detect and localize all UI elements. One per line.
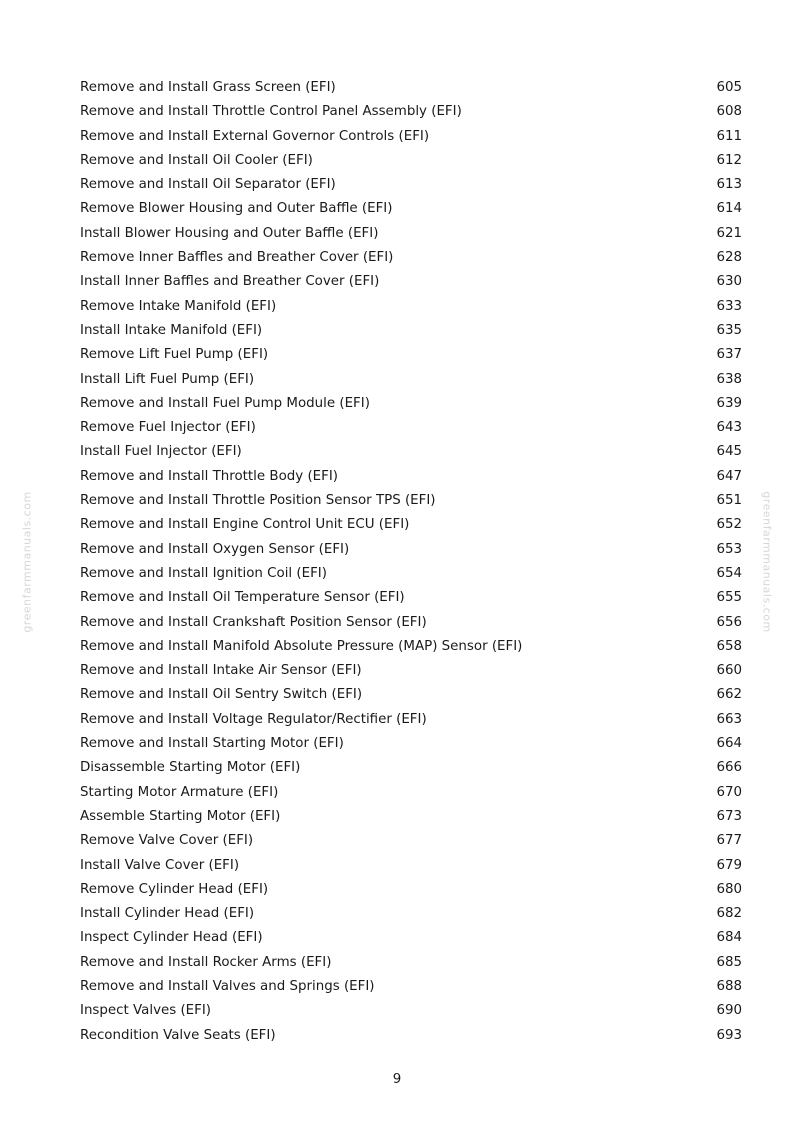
toc-entry-page: 639 xyxy=(716,395,742,411)
toc-entry[interactable] xyxy=(80,489,742,513)
toc-entry[interactable] xyxy=(80,538,742,562)
toc-entry-page: 635 xyxy=(716,322,742,338)
toc-entry[interactable] xyxy=(80,708,742,732)
toc-entry-page: 613 xyxy=(716,177,742,193)
toc-entry-page: 664 xyxy=(716,736,742,752)
toc-entry-page: 693 xyxy=(716,1027,742,1043)
toc-entry-page: 608 xyxy=(716,104,742,120)
toc-entry[interactable] xyxy=(80,465,742,489)
toc-entry-page: 611 xyxy=(716,128,742,144)
toc-entry[interactable] xyxy=(80,513,742,537)
toc-entry-page: 666 xyxy=(716,760,742,776)
toc-entry-title: Remove and Install Crankshaft Position Sensor (EFI) xyxy=(80,614,427,630)
toc-entry-title: Remove and Install Voltage Regulator/Rectifier (EFI) xyxy=(80,711,427,727)
toc-entry-title: Install Lift Fuel Pump (EFI) xyxy=(80,371,255,387)
toc-entry-page: 614 xyxy=(716,201,742,217)
toc-entry-title: Disassemble Starting Motor (EFI) xyxy=(80,760,301,776)
toc-entry[interactable] xyxy=(80,149,742,173)
toc-entry[interactable] xyxy=(80,173,742,197)
toc-entry[interactable] xyxy=(80,756,742,780)
toc-entry-page: 605 xyxy=(716,80,742,95)
toc-entry-page: 652 xyxy=(716,517,742,533)
toc-entry-title: Install Intake Manifold (EFI) xyxy=(80,322,263,338)
toc-entry[interactable] xyxy=(80,999,742,1023)
toc-entry[interactable] xyxy=(80,878,742,902)
toc-entry-title: Remove and Install Oil Temperature Sensor (EFI) xyxy=(80,590,405,606)
toc-entry[interactable] xyxy=(80,805,742,829)
toc-entry[interactable] xyxy=(80,611,742,635)
toc-entry-title: Install Blower Housing and Outer Baffle (EFI) xyxy=(80,225,379,241)
toc-entry-title: Install Inner Baffles and Breather Cover (EFI) xyxy=(80,274,380,290)
toc-entry-title: Remove Inner Baffles and Breather Cover (EFI) xyxy=(80,250,394,266)
toc-entry[interactable] xyxy=(80,76,742,100)
toc-entry[interactable] xyxy=(80,100,742,124)
table-of-contents xyxy=(80,76,742,1048)
toc-entry[interactable] xyxy=(80,902,742,926)
toc-entry-title: Remove and Install Rocker Arms (EFI) xyxy=(80,954,332,970)
toc-entry-page: 677 xyxy=(716,833,742,849)
toc-entry-page: 630 xyxy=(716,274,742,290)
toc-entry-page: 660 xyxy=(716,663,742,679)
toc-entry-title: Install Cylinder Head (EFI) xyxy=(80,906,255,922)
toc-entry-title: Remove and Install Oil Separator (EFI) xyxy=(80,177,336,193)
toc-entry[interactable] xyxy=(80,829,742,853)
toc-entry-title: Remove and Install Fuel Pump Module (EFI) xyxy=(80,395,370,411)
toc-entry[interactable] xyxy=(80,368,742,392)
toc-entry[interactable] xyxy=(80,975,742,999)
toc-entry-title: Remove and Install Valves and Springs (EFI) xyxy=(80,978,375,994)
toc-entry-title: Remove and Install Throttle Position Sensor TPS (EFI) xyxy=(80,493,436,509)
toc-entry[interactable] xyxy=(80,635,742,659)
toc-entry[interactable] xyxy=(80,343,742,367)
toc-entry-title: Remove Cylinder Head (EFI) xyxy=(80,881,269,897)
toc-entry-page: 688 xyxy=(716,978,742,994)
toc-entry-page: 679 xyxy=(716,857,742,873)
toc-entry[interactable] xyxy=(80,781,742,805)
toc-entry-title: Remove and Install Ignition Coil (EFI) xyxy=(80,565,327,581)
toc-entry[interactable] xyxy=(80,440,742,464)
watermark-right: greenfarmmanuals.com xyxy=(760,491,774,633)
toc-entry-page: 658 xyxy=(716,638,742,654)
toc-entry-title: Remove Intake Manifold (EFI) xyxy=(80,298,277,314)
toc-entry[interactable] xyxy=(80,683,742,707)
toc-entry-page: 637 xyxy=(716,347,742,363)
toc-entry-title: Remove and Install Engine Control Unit ECU (EFI) xyxy=(80,517,410,533)
toc-entry[interactable] xyxy=(80,659,742,683)
toc-entry[interactable] xyxy=(80,270,742,294)
toc-entry-page: 653 xyxy=(716,541,742,557)
toc-entry-page: 655 xyxy=(716,590,742,606)
toc-entry-title: Remove and Install Oil Cooler (EFI) xyxy=(80,152,313,168)
toc-entry-title: Inspect Cylinder Head (EFI) xyxy=(80,930,263,946)
toc-entry-title: Remove and Install Intake Air Sensor (EFI) xyxy=(80,663,362,679)
toc-entry-page: 651 xyxy=(716,493,742,509)
toc-entry[interactable] xyxy=(80,562,742,586)
toc-entry-page: 690 xyxy=(716,1003,742,1019)
toc-entry-title: Remove Blower Housing and Outer Baffle (EFI) xyxy=(80,201,393,217)
toc-entry-page: 685 xyxy=(716,954,742,970)
toc-entry-page: 680 xyxy=(716,881,742,897)
toc-entry-page: 612 xyxy=(716,152,742,168)
toc-entry-page: 684 xyxy=(716,930,742,946)
toc-entry-page: 643 xyxy=(716,420,742,436)
toc-entry-title: Remove Fuel Injector (EFI) xyxy=(80,420,256,436)
toc-entry[interactable] xyxy=(80,732,742,756)
toc-entry[interactable] xyxy=(80,1024,742,1048)
toc-entry-title: Remove and Install External Governor Controls (EFI) xyxy=(80,128,430,144)
toc-entry[interactable] xyxy=(80,586,742,610)
toc-entry-page: 628 xyxy=(716,250,742,266)
toc-entry-title: Install Fuel Injector (EFI) xyxy=(80,444,242,460)
toc-entry-page: 663 xyxy=(716,711,742,727)
toc-entry-page: 682 xyxy=(716,906,742,922)
toc-entry-title: Inspect Valves (EFI) xyxy=(80,1003,212,1019)
toc-entry-title: Install Valve Cover (EFI) xyxy=(80,857,240,873)
toc-entry[interactable] xyxy=(80,246,742,270)
toc-entry-page: 654 xyxy=(716,565,742,581)
toc-entry[interactable] xyxy=(80,416,742,440)
toc-entry[interactable] xyxy=(80,222,742,246)
toc-entry[interactable] xyxy=(80,197,742,221)
toc-entry-title: Assemble Starting Motor (EFI) xyxy=(80,808,281,824)
toc-entry-page: 662 xyxy=(716,687,742,703)
toc-entry-page: 621 xyxy=(716,225,742,241)
page-number: 9 xyxy=(392,1072,402,1087)
toc-entry[interactable] xyxy=(80,392,742,416)
toc-entry-title: Remove and Install Throttle Control Panel Assembly (EFI) xyxy=(80,104,462,120)
toc-entry-title: Remove Valve Cover (EFI) xyxy=(80,833,254,849)
toc-entry-title: Remove and Install Oil Sentry Switch (EFI) xyxy=(80,687,363,703)
toc-entry-title: Remove and Install Throttle Body (EFI) xyxy=(80,468,339,484)
toc-entry[interactable] xyxy=(80,295,742,319)
toc-entry[interactable] xyxy=(80,125,742,149)
toc-entry-page: 670 xyxy=(716,784,742,800)
toc-entry-title: Recondition Valve Seats (EFI) xyxy=(80,1027,276,1043)
watermark-left: greenfarmmanuals.com xyxy=(20,491,34,633)
toc-entry-title: Starting Motor Armature (EFI) xyxy=(80,784,279,800)
toc-entry-page: 673 xyxy=(716,808,742,824)
toc-entry-title: Remove and Install Manifold Absolute Pressure (MAP) Sensor (EFI) xyxy=(80,638,523,654)
toc-entry[interactable] xyxy=(80,854,742,878)
toc-entry[interactable] xyxy=(80,951,742,975)
toc-entry-page: 647 xyxy=(716,468,742,484)
toc-entry-page: 645 xyxy=(716,444,742,460)
toc-entry-title: Remove Lift Fuel Pump (EFI) xyxy=(80,347,269,363)
toc-entry-page: 633 xyxy=(716,298,742,314)
toc-entry-page: 656 xyxy=(716,614,742,630)
toc-entry-page: 638 xyxy=(716,371,742,387)
toc-entry-title: Remove and Install Grass Screen (EFI) xyxy=(80,80,336,95)
toc-entry-title: Remove and Install Oxygen Sensor (EFI) xyxy=(80,541,350,557)
toc-entry-title: Remove and Install Starting Motor (EFI) xyxy=(80,736,344,752)
toc-entry[interactable] xyxy=(80,319,742,343)
toc-entry[interactable] xyxy=(80,926,742,950)
